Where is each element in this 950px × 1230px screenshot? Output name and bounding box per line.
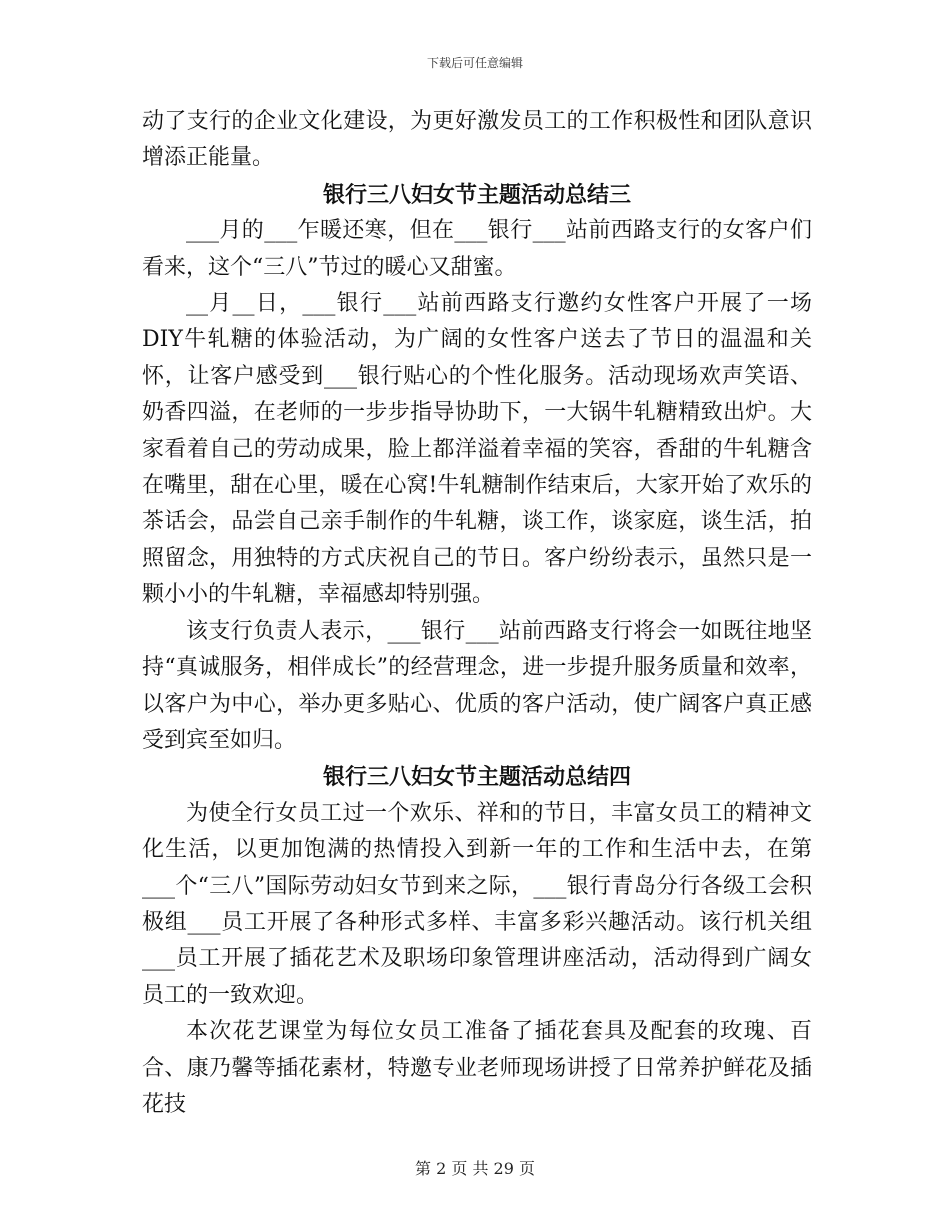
paragraph: ___月的___乍暖还寒，但在___银行___站前西路支行的女客户们看来，这个“三八”节过的暖心又甜蜜。 (142, 218, 812, 280)
section-heading: 银行三八妇女节主题活动总结四 (322, 764, 631, 791)
paragraph: __月__日，___银行___站前西路支行邀约女性客户开展了一场DIY牛轧糖的体验活动，为广阔的女性客户送去了节日的温温和关怀，让客户感受到___银行贴心的个性化服务。活动现场欢声笑语、奶香四溢，在老师的一步步指导协助下，一大锅牛轧糖精致出炉。大家看着自己的劳动成果，脸上都洋溢着幸福的笑容，香甜的牛轧糖含在嘴里，甜在心里，暖在心窝!牛轧糖制作结束后，大家开始了欢乐的茶话会，品尝自己亲手制作的牛轧糖，谈工作，谈家庭，谈生活，拍照留念，用独特的方式庆祝自己的节日。客户纷纷表示，虽然只是一颗小小的牛轧糖，幸福感却特别强。 (142, 291, 812, 608)
page-footer-number: 第 2 页 共 29 页 (415, 1159, 535, 1178)
page-header-note: 下载后可任意编辑 (426, 56, 523, 70)
paragraph: 本次花艺课堂为每位女员工准备了插花套具及配套的玫瑰、百合、康乃馨等插花素材，特邀专业老师现场讲授了日常养护鲜花及插花技 (142, 1019, 812, 1117)
paragraph: 该支行负责人表示，___银行___站前西路支行将会一如既往地坚持“真诚服务，相伴成长”的经营理念，进一步提升服务质量和效率，以客户为中心，举办更多贴心、优质的客户活动，使广阔客户真正感受到宾至如归。 (142, 618, 812, 753)
document-body (142, 104, 812, 1123)
paragraph: 动了支行的企业文化建设，为更好激发员工的工作积极性和团队意识增添正能量。 (142, 109, 812, 171)
paragraph: 为使全行女员工过一个欢乐、祥和的节日，丰富女员工的精神文化生活，以更加饱满的热情投入到新一年的工作和生活中去，在第___个“三八”国际劳动妇女节到来之际，___银行青岛分行各级工会积极组___员工开展了各种形式多样、丰富多彩兴趣活动。该行机关组___员工开展了插花艺术及职场印象管理讲座活动，活动得到广阔女员工的一致欢迎。 (142, 800, 812, 1008)
section-heading: 银行三八妇女节主题活动总结三 (322, 181, 631, 208)
